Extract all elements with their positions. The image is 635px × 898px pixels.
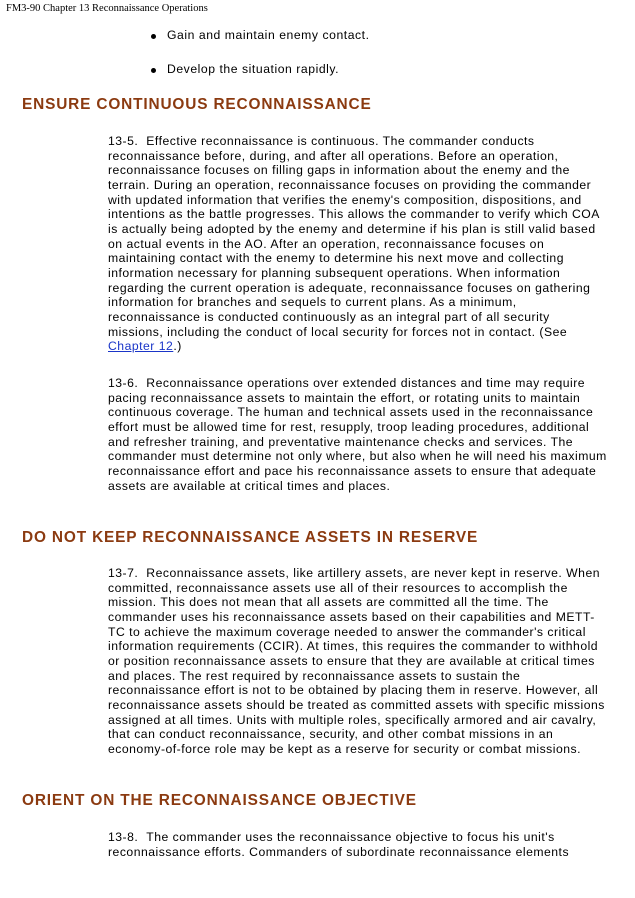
paragraph-13-6 (108, 376, 608, 493)
paragraph-text: The commander uses the reconnaissance objective to focus his unit's reconnaissance efforts. Commanders of subordinate reconnaissance elements (108, 830, 570, 859)
paragraph-text: Reconnaissance assets, like artillery assets, are never kept in reserve. When committed, reconnaissance assets use all of their resources to accomplish the mission. This does not mean that all assets are committed all the time. The commander uses his reconnaissance assets based on their capabilities and METT-TC to achieve the maximum coverage needed to answer the commander's critical information requirements (CCIR). At times, this requires the commander to withhold or position reconnaissance assets to ensure that they are available at critical times and places. The rest required by reconnaissance assets to sustain the reconnaissance effort is not to be obtained by placing them in reserve. However, all reconnaissance assets should be treated as committed assets with specific missions assigned at all times. Units with multiple roles, specifically armored and air cavalry, that can conduct reconnaissance, security, and other combat missions in an economy-of-force role may be kept as a reserve for security or combat missions. (108, 566, 605, 756)
paragraph-13-7 (108, 566, 608, 757)
bullet-item (151, 27, 370, 43)
paragraph-number: 13-6. (108, 376, 139, 390)
paragraph-13-5 (108, 134, 608, 354)
running-head: FM3-90 Chapter 13 Reconnaissance Operations (6, 3, 208, 14)
bullet-text: Develop the situation rapidly. (167, 62, 340, 76)
section-heading-objective: ORIENT ON THE RECONNAISSANCE OBJECTIVE (22, 792, 417, 809)
bullet-dot-icon (151, 68, 156, 73)
paragraph-13-8 (108, 830, 608, 859)
bullet-item (151, 61, 370, 77)
paragraph-text: Effective reconnaissance is continuous. The commander conducts reconnaissance before, during, and after all operations. Before an operation, reconnaissance focuses on filling gaps in information about the enemy and the terrain. During an operation, reconnaissance focuses on providing the commander with updated information that verifies the enemy's composition, dispositions, and intentions as the battle progresses. This allows the commander to verify which COA is actually being adopted by the enemy and determine if his plan is still valid based on actual events in the AO. After an operation, reconnaissance focuses on maintaining contact with the enemy to determine his next move and collecting information necessary for planning subsequent operations. When information regarding the current operation is adequate, reconnaissance focuses on gathering information for branches and sequels to current plans. As a minimum, reconnaissance is conducted continuously as an integral part of all security missions, including the conduct of local security for forces not in contact. (See (108, 134, 600, 339)
paragraph-number: 13-5. (108, 134, 139, 148)
bullet-text: Gain and maintain enemy contact. (167, 28, 370, 42)
paragraph-text-end: .) (173, 339, 182, 354)
paragraph-number: 13-7. (108, 566, 139, 580)
section-heading-reserve: DO NOT KEEP RECONNAISSANCE ASSETS IN RESERVE (22, 529, 479, 546)
paragraph-number: 13-8. (108, 830, 139, 844)
chapter-12-link[interactable]: Chapter 12 (108, 339, 174, 354)
section-heading-continuous-reconnaissance: ENSURE CONTINUOUS RECONNAISSANCE (22, 96, 372, 113)
bullet-dot-icon (151, 34, 156, 39)
bullet-list (151, 27, 370, 95)
paragraph-text: Reconnaissance operations over extended distances and time may require pacing reconnaissance assets to maintain the effort, or rotating units to maintain continuous coverage. The human and technical assets used in the reconnaissance effort must be allowed time for rest, resupply, troop leading procedures, additional and refresher training, and preventative maintenance checks and services. The commander must determine not only where, but also when he will need his maximum reconnaissance effort and pace his reconnaissance assets to ensure that adequate assets are available at critical times and places. (108, 376, 607, 493)
